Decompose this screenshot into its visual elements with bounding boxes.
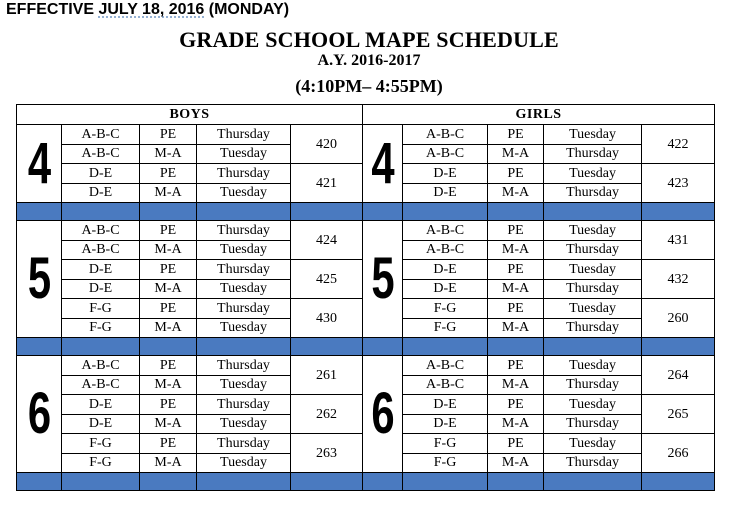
day-cell: Thursday xyxy=(544,144,642,164)
section-cell: D-E xyxy=(403,414,488,434)
room-cell: 425 xyxy=(291,260,363,299)
room-cell: 423 xyxy=(642,164,715,203)
subject-cell: PE xyxy=(140,221,197,241)
separator-cell xyxy=(544,203,642,221)
section-cell: D-E xyxy=(62,183,140,203)
section-cell: D-E xyxy=(62,414,140,434)
table-row xyxy=(17,414,715,434)
separator-cell xyxy=(363,338,403,356)
table-row xyxy=(17,375,715,395)
table-row xyxy=(17,453,715,473)
separator-cell xyxy=(488,203,544,221)
section-cell: F-G xyxy=(62,318,140,338)
table-row xyxy=(17,125,715,145)
section-cell: A-B-C xyxy=(403,125,488,145)
subject-cell: PE xyxy=(488,221,544,241)
section-cell: D-E xyxy=(403,164,488,184)
table-row xyxy=(17,164,715,184)
table-row xyxy=(17,356,715,376)
day-cell: Tuesday xyxy=(544,164,642,184)
subject-cell: M-A xyxy=(140,144,197,164)
subject-cell: PE xyxy=(140,164,197,184)
separator-cell xyxy=(642,473,715,491)
subject-cell: M-A xyxy=(488,414,544,434)
section-cell: A-B-C xyxy=(62,356,140,376)
separator-cell xyxy=(62,338,140,356)
subject-cell: M-A xyxy=(140,453,197,473)
day-cell: Thursday xyxy=(197,356,291,376)
separator-cell xyxy=(197,203,291,221)
effective-prefix: EFFECTIVE xyxy=(6,1,99,18)
section-cell: D-E xyxy=(62,164,140,184)
boys-header: BOYS xyxy=(17,105,363,125)
boys-grade-label: 4 xyxy=(23,125,55,203)
separator-cell xyxy=(403,338,488,356)
subject-cell: M-A xyxy=(488,318,544,338)
section-cell: F-G xyxy=(403,299,488,319)
day-cell: Tuesday xyxy=(544,434,642,454)
section-cell: D-E xyxy=(403,395,488,415)
subject-cell: PE xyxy=(140,356,197,376)
subject-cell: PE xyxy=(488,434,544,454)
section-cell: A-B-C xyxy=(62,125,140,145)
girls-grade-label: 5 xyxy=(368,221,397,338)
separator-cell xyxy=(17,203,62,221)
day-cell: Thursday xyxy=(197,221,291,241)
table-row xyxy=(17,395,715,415)
room-cell: 431 xyxy=(642,221,715,260)
subject-cell: PE xyxy=(140,125,197,145)
day-cell: Tuesday xyxy=(544,395,642,415)
subject-cell: PE xyxy=(488,125,544,145)
section-cell: D-E xyxy=(62,260,140,280)
room-cell: 420 xyxy=(291,125,363,164)
table-row xyxy=(17,318,715,338)
section-cell: A-B-C xyxy=(403,144,488,164)
subject-cell: PE xyxy=(488,356,544,376)
section-cell: A-B-C xyxy=(62,240,140,260)
day-cell: Tuesday xyxy=(197,240,291,260)
subject-cell: PE xyxy=(488,260,544,280)
section-cell: A-B-C xyxy=(403,356,488,376)
separator-row xyxy=(17,338,715,356)
separator-cell xyxy=(403,203,488,221)
subject-cell: M-A xyxy=(140,279,197,299)
boys-grade-label: 6 xyxy=(23,356,55,473)
room-cell: 422 xyxy=(642,125,715,164)
girls-header: GIRLS xyxy=(363,105,715,125)
separator-cell xyxy=(197,338,291,356)
day-cell: Thursday xyxy=(544,414,642,434)
effective-date: JULY 18, 2016 xyxy=(98,1,205,18)
section-cell: A-B-C xyxy=(403,221,488,241)
separator-cell xyxy=(642,203,715,221)
table-row xyxy=(17,299,715,319)
separator-cell xyxy=(488,338,544,356)
schedule-table xyxy=(16,104,715,491)
day-cell: Thursday xyxy=(197,125,291,145)
table-row xyxy=(17,221,715,241)
table-row xyxy=(17,183,715,203)
day-cell: Thursday xyxy=(197,164,291,184)
section-cell: F-G xyxy=(403,434,488,454)
separator-cell xyxy=(62,203,140,221)
subject-cell: M-A xyxy=(140,375,197,395)
day-cell: Tuesday xyxy=(544,125,642,145)
section-cell: A-B-C xyxy=(62,144,140,164)
separator-cell xyxy=(291,473,363,491)
separator-cell xyxy=(488,473,544,491)
effective-date-line xyxy=(6,1,289,19)
subject-cell: M-A xyxy=(488,279,544,299)
subject-cell: M-A xyxy=(488,453,544,473)
section-cell: F-G xyxy=(62,299,140,319)
separator-cell xyxy=(403,473,488,491)
subject-cell: M-A xyxy=(488,375,544,395)
subject-cell: PE xyxy=(140,395,197,415)
section-cell: D-E xyxy=(403,279,488,299)
time-range: (4:10PM– 4:55PM) xyxy=(295,76,443,96)
girls-grade-label: 6 xyxy=(368,356,397,473)
day-cell: Tuesday xyxy=(197,144,291,164)
day-cell: Thursday xyxy=(544,318,642,338)
section-cell: D-E xyxy=(62,395,140,415)
day-cell: Thursday xyxy=(544,183,642,203)
day-cell: Thursday xyxy=(197,434,291,454)
separator-cell xyxy=(291,338,363,356)
section-cell: F-G xyxy=(62,453,140,473)
day-cell: Tuesday xyxy=(197,453,291,473)
subject-cell: PE xyxy=(488,164,544,184)
table-row xyxy=(17,279,715,299)
subject-cell: PE xyxy=(488,395,544,415)
subject-cell: PE xyxy=(488,299,544,319)
separator-cell xyxy=(363,473,403,491)
room-cell: 421 xyxy=(291,164,363,203)
separator-row xyxy=(17,203,715,221)
separator-cell xyxy=(17,473,62,491)
subject-cell: M-A xyxy=(140,240,197,260)
section-cell: A-B-C xyxy=(403,375,488,395)
table-row xyxy=(17,434,715,454)
day-cell: Tuesday xyxy=(197,183,291,203)
day-cell: Thursday xyxy=(544,279,642,299)
day-cell: Tuesday xyxy=(544,299,642,319)
room-cell: 264 xyxy=(642,356,715,395)
day-cell: Thursday xyxy=(197,299,291,319)
subject-cell: M-A xyxy=(140,318,197,338)
separator-cell xyxy=(363,203,403,221)
subject-cell: PE xyxy=(140,434,197,454)
separator-cell xyxy=(197,473,291,491)
girls-grade-label: 4 xyxy=(368,125,397,203)
day-cell: Tuesday xyxy=(544,221,642,241)
table-row xyxy=(17,260,715,280)
room-cell: 432 xyxy=(642,260,715,299)
subject-cell: M-A xyxy=(488,240,544,260)
day-cell: Tuesday xyxy=(544,260,642,280)
separator-cell xyxy=(291,203,363,221)
separator-cell xyxy=(544,473,642,491)
page-title: GRADE SCHOOL MAPE SCHEDULE xyxy=(179,27,559,52)
section-cell: A-B-C xyxy=(403,240,488,260)
room-cell: 262 xyxy=(291,395,363,434)
subject-cell: M-A xyxy=(140,414,197,434)
effective-suffix: (MONDAY) xyxy=(204,1,290,18)
room-cell: 430 xyxy=(291,299,363,338)
section-cell: A-B-C xyxy=(62,375,140,395)
day-cell: Tuesday xyxy=(197,414,291,434)
separator-cell xyxy=(544,338,642,356)
separator-cell xyxy=(140,338,197,356)
separator-cell xyxy=(17,338,62,356)
subject-cell: M-A xyxy=(488,183,544,203)
day-cell: Tuesday xyxy=(197,375,291,395)
room-cell: 424 xyxy=(291,221,363,260)
room-cell: 263 xyxy=(291,434,363,473)
day-cell: Tuesday xyxy=(197,318,291,338)
room-cell: 266 xyxy=(642,434,715,473)
table-row xyxy=(17,240,715,260)
day-cell: Tuesday xyxy=(544,356,642,376)
section-cell: F-G xyxy=(403,318,488,338)
subject-cell: PE xyxy=(140,260,197,280)
section-cell: D-E xyxy=(403,183,488,203)
subject-cell: M-A xyxy=(140,183,197,203)
section-cell: A-B-C xyxy=(62,221,140,241)
subject-cell: M-A xyxy=(488,144,544,164)
separator-cell xyxy=(62,473,140,491)
separator-cell xyxy=(140,203,197,221)
subject-cell: PE xyxy=(140,299,197,319)
separator-cell xyxy=(642,338,715,356)
separator-row xyxy=(17,473,715,491)
section-cell: F-G xyxy=(403,453,488,473)
day-cell: Thursday xyxy=(544,453,642,473)
day-cell: Thursday xyxy=(197,395,291,415)
room-cell: 265 xyxy=(642,395,715,434)
table-row xyxy=(17,144,715,164)
room-cell: 260 xyxy=(642,299,715,338)
boys-grade-label: 5 xyxy=(23,221,55,338)
separator-cell xyxy=(140,473,197,491)
room-cell: 261 xyxy=(291,356,363,395)
section-cell: D-E xyxy=(62,279,140,299)
day-cell: Thursday xyxy=(544,240,642,260)
academic-year: A.Y. 2016-2017 xyxy=(317,52,421,69)
section-cell: F-G xyxy=(62,434,140,454)
section-cell: D-E xyxy=(403,260,488,280)
day-cell: Tuesday xyxy=(197,279,291,299)
day-cell: Thursday xyxy=(197,260,291,280)
day-cell: Thursday xyxy=(544,375,642,395)
header-row xyxy=(17,105,715,125)
